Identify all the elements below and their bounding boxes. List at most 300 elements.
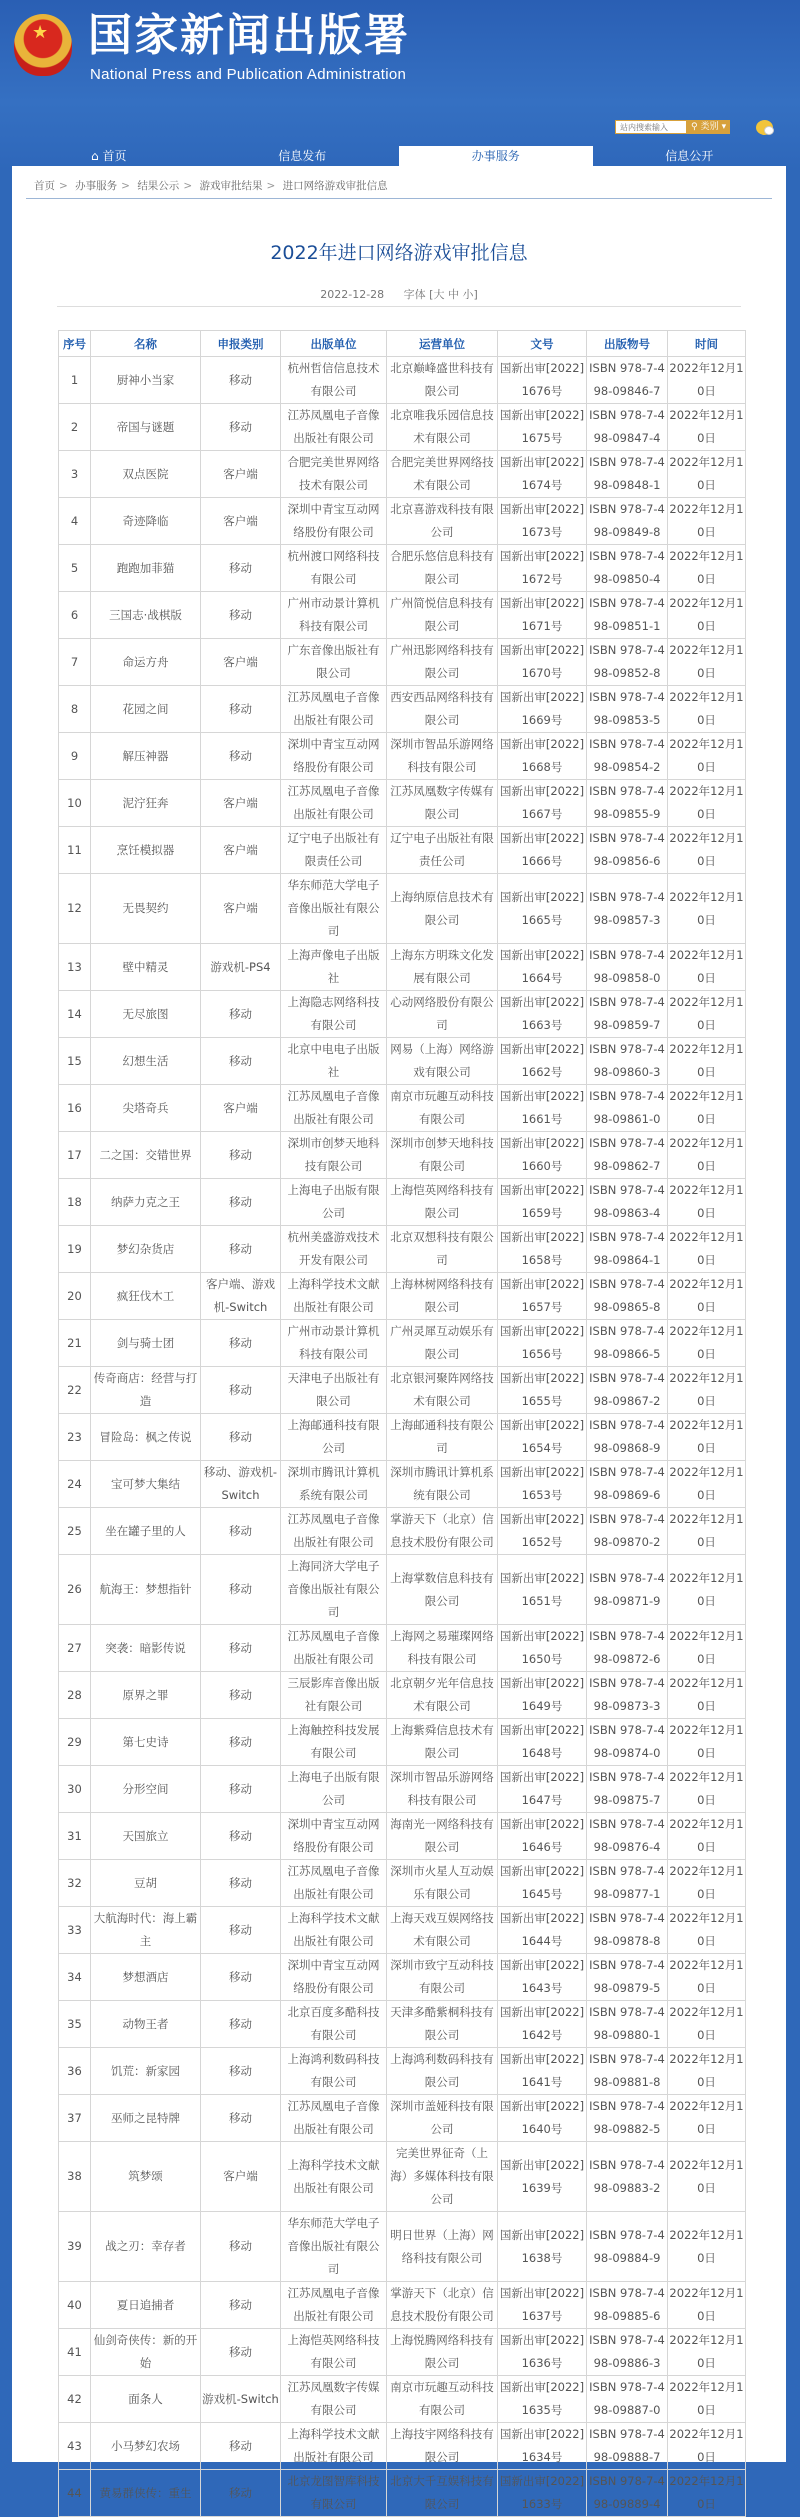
col-operator-cell: 深圳市智品乐游网络科技有限公司 xyxy=(387,1766,498,1813)
table-row xyxy=(59,1954,746,2001)
search-input[interactable] xyxy=(615,120,687,134)
col-publisher-cell: 杭州哲信信息技术有限公司 xyxy=(281,357,387,404)
col-operator-cell: 辽宁电子出版社有限责任公司 xyxy=(387,827,498,874)
col-isbn-cell: ISBN 978-7-498-09861-0 xyxy=(587,1085,668,1132)
col-approval-no-cell: 国新出审[2022]1653号 xyxy=(498,1461,587,1508)
col-index-cell: 15 xyxy=(59,1038,91,1085)
col-approval-no-cell: 国新出审[2022]1650号 xyxy=(498,1625,587,1672)
col-operator-cell: 江苏凤凰数字传媒有限公司 xyxy=(387,780,498,827)
table-row xyxy=(59,1038,746,1085)
col-date-cell: 2022年12月10日 xyxy=(668,545,746,592)
col-operator-cell: 北京朝夕光年信息技术有限公司 xyxy=(387,1672,498,1719)
table-row xyxy=(59,1907,746,1954)
col-index-cell: 30 xyxy=(59,1766,91,1813)
col-name-cell: 疯狂伐木工 xyxy=(91,1273,201,1320)
col-category-cell: 移动 xyxy=(201,1860,281,1907)
col-category-cell: 移动 xyxy=(201,404,281,451)
col-index-cell: 6 xyxy=(59,592,91,639)
col-approval-no-cell: 国新出审[2022]1657号 xyxy=(498,1273,587,1320)
wechat-icon[interactable] xyxy=(756,120,773,135)
content-panel xyxy=(12,166,786,2511)
col-approval-no-cell: 国新出审[2022]1674号 xyxy=(498,451,587,498)
col-publisher-cell: 上海鸿利数码科技有限公司 xyxy=(281,2048,387,2095)
publish-date: 2022-12-28 xyxy=(320,288,385,301)
col-date-cell: 2022年12月10日 xyxy=(668,357,746,404)
col-name-cell: 无尽旅图 xyxy=(91,991,201,1038)
col-operator-cell: 北京双想科技有限公司 xyxy=(387,1226,498,1273)
col-category-cell: 客户端 xyxy=(201,780,281,827)
col-category-cell: 移动 xyxy=(201,686,281,733)
table-row xyxy=(59,545,746,592)
table-row xyxy=(59,404,746,451)
col-operator-cell: 完美世界征奇（上海）多媒体科技有限公司 xyxy=(387,2142,498,2212)
col-name-cell: 分形空间 xyxy=(91,1766,201,1813)
table-row xyxy=(59,2282,746,2329)
col-approval-no-cell: 国新出审[2022]1654号 xyxy=(498,1414,587,1461)
col-operator-cell: 深圳市盖娅科技有限公司 xyxy=(387,2095,498,2142)
col-index-cell: 27 xyxy=(59,1625,91,1672)
col-index-cell: 36 xyxy=(59,2048,91,2095)
col-operator-cell: 北京唯我乐园信息技术有限公司 xyxy=(387,404,498,451)
col-isbn-cell: ISBN 978-7-498-09874-0 xyxy=(587,1719,668,1766)
col-date-cell: 2022年12月10日 xyxy=(668,1954,746,2001)
col-category-cell: 客户端 xyxy=(201,827,281,874)
col-date-cell: 2022年12月10日 xyxy=(668,1273,746,1320)
col-date-cell: 2022年12月10日 xyxy=(668,1508,746,1555)
search-button[interactable] xyxy=(687,120,730,134)
col-index-cell: 18 xyxy=(59,1179,91,1226)
col-date-cell: 2022年12月10日 xyxy=(668,1132,746,1179)
col-approval-no-cell: 国新出审[2022]1668号 xyxy=(498,733,587,780)
col-isbn-cell: ISBN 978-7-498-09875-7 xyxy=(587,1766,668,1813)
table-row xyxy=(59,2095,746,2142)
col-isbn-header: 出版物号 xyxy=(587,331,668,357)
col-category-cell: 客户端 xyxy=(201,874,281,944)
col-category-cell: 游戏机-Switch xyxy=(201,2376,281,2423)
col-category-cell: 移动 xyxy=(201,991,281,1038)
col-approval-no-cell: 国新出审[2022]1669号 xyxy=(498,686,587,733)
chevron-down-icon: ▾ xyxy=(721,122,727,132)
nav-info-public[interactable]: 信息公开 xyxy=(665,149,714,163)
col-operator-cell: 广州灵犀互动娱乐有限公司 xyxy=(387,1320,498,1367)
col-name-cell: 黄易群侠传：重生 xyxy=(91,2470,201,2517)
col-category-cell: 移动 xyxy=(201,1414,281,1461)
col-operator-cell: 上海悦腾网络科技有限公司 xyxy=(387,2329,498,2376)
breadcrumb-current[interactable]: 进口网络游戏审批信息 xyxy=(282,180,388,192)
col-date-cell: 2022年12月10日 xyxy=(668,1766,746,1813)
nav-home-label: 首页 xyxy=(102,149,127,163)
col-approval-no-cell: 国新出审[2022]1649号 xyxy=(498,1672,587,1719)
site-search xyxy=(615,120,730,134)
table-row xyxy=(59,780,746,827)
col-index-cell: 8 xyxy=(59,686,91,733)
col-isbn-cell: ISBN 978-7-498-09853-5 xyxy=(587,686,668,733)
table-row xyxy=(59,686,746,733)
nav-info-release[interactable]: 信息发布 xyxy=(278,149,327,163)
col-index-cell: 12 xyxy=(59,874,91,944)
col-index-cell: 41 xyxy=(59,2329,91,2376)
page-title: 2022年进口网络游戏审批信息 xyxy=(270,242,528,264)
col-category-cell: 客户端、游戏机-Switch xyxy=(201,1273,281,1320)
col-publisher-cell: 深圳市腾讯计算机系统有限公司 xyxy=(281,1461,387,1508)
col-date-cell: 2022年12月10日 xyxy=(668,2376,746,2423)
table-row xyxy=(59,991,746,1038)
col-category-cell: 移动 xyxy=(201,1625,281,1672)
table-header-row xyxy=(59,331,746,357)
col-publisher-cell: 辽宁电子出版社有限责任公司 xyxy=(281,827,387,874)
col-date-cell: 2022年12月10日 xyxy=(668,1555,746,1625)
col-publisher-cell: 江苏凤凰电子音像出版社有限公司 xyxy=(281,1625,387,1672)
col-approval-no-cell: 国新出审[2022]1673号 xyxy=(498,498,587,545)
col-name-cell: 饥荒：新家园 xyxy=(91,2048,201,2095)
col-name-cell: 双点医院 xyxy=(91,451,201,498)
col-operator-cell: 南京市玩趣互动科技有限公司 xyxy=(387,2376,498,2423)
col-publisher-cell: 上海邮通科技有限公司 xyxy=(281,1414,387,1461)
table-row xyxy=(59,498,746,545)
col-approval-no-cell: 国新出审[2022]1666号 xyxy=(498,827,587,874)
table-row xyxy=(59,1367,746,1414)
main-nav xyxy=(12,146,786,166)
col-index-cell: 9 xyxy=(59,733,91,780)
col-index-cell: 7 xyxy=(59,639,91,686)
col-isbn-cell: ISBN 978-7-498-09864-1 xyxy=(587,1226,668,1273)
col-date-cell: 2022年12月10日 xyxy=(668,2470,746,2517)
col-index-cell: 3 xyxy=(59,451,91,498)
col-category-cell: 移动 xyxy=(201,2001,281,2048)
col-date-cell: 2022年12月10日 xyxy=(668,2423,746,2470)
col-name-cell: 筑梦颂 xyxy=(91,2142,201,2212)
col-name-cell: 泥泞狂奔 xyxy=(91,780,201,827)
col-index-cell: 37 xyxy=(59,2095,91,2142)
col-index-cell: 38 xyxy=(59,2142,91,2212)
col-date-cell: 2022年12月10日 xyxy=(668,1367,746,1414)
table-row xyxy=(59,1132,746,1179)
col-index-cell: 24 xyxy=(59,1461,91,1508)
col-isbn-cell: ISBN 978-7-498-09879-5 xyxy=(587,1954,668,2001)
col-category-cell: 移动 xyxy=(201,1132,281,1179)
col-operator-cell: 上海纳原信息技术有限公司 xyxy=(387,874,498,944)
col-publisher-header: 出版单位 xyxy=(281,331,387,357)
nav-home[interactable] xyxy=(12,146,206,166)
col-category-cell: 移动 xyxy=(201,2095,281,2142)
col-isbn-cell: ISBN 978-7-498-09865-8 xyxy=(587,1273,668,1320)
col-name-cell: 命运方舟 xyxy=(91,639,201,686)
col-date-cell: 2022年12月10日 xyxy=(668,733,746,780)
col-operator-cell: 掌游天下（北京）信息技术股份有限公司 xyxy=(387,2282,498,2329)
col-name-cell: 纳萨力克之王 xyxy=(91,1179,201,1226)
table-row xyxy=(59,733,746,780)
col-approval-no-cell: 国新出审[2022]1639号 xyxy=(498,2142,587,2212)
col-publisher-cell: 华东师范大学电子音像出版社有限公司 xyxy=(281,874,387,944)
col-category-cell: 移动 xyxy=(201,2282,281,2329)
col-name-cell: 小马梦幻农场 xyxy=(91,2423,201,2470)
col-name-header: 名称 xyxy=(91,331,201,357)
col-publisher-cell: 杭州美盛游戏技术开发有限公司 xyxy=(281,1226,387,1273)
col-isbn-cell: ISBN 978-7-498-09868-9 xyxy=(587,1414,668,1461)
col-operator-cell: 深圳市致宁互动科技有限公司 xyxy=(387,1954,498,2001)
col-approval-no-cell: 国新出审[2022]1660号 xyxy=(498,1132,587,1179)
col-publisher-cell: 三辰影库音像出版社有限公司 xyxy=(281,1672,387,1719)
col-category-cell: 移动 xyxy=(201,1038,281,1085)
col-operator-cell: 上海天戏互娱网络技术有限公司 xyxy=(387,1907,498,1954)
col-date-cell: 2022年12月10日 xyxy=(668,1226,746,1273)
col-approval-no-cell: 国新出审[2022]1659号 xyxy=(498,1179,587,1226)
col-publisher-cell: 广州市动景计算机科技有限公司 xyxy=(281,1320,387,1367)
col-operator-cell: 北京喜游戏科技有限公司 xyxy=(387,498,498,545)
col-date-cell: 2022年12月10日 xyxy=(668,1813,746,1860)
col-index-cell: 32 xyxy=(59,1860,91,1907)
site-banner xyxy=(0,0,800,170)
col-date-cell: 2022年12月10日 xyxy=(668,1672,746,1719)
col-operator-cell: 合肥乐悠信息科技有限公司 xyxy=(387,545,498,592)
col-isbn-cell: ISBN 978-7-498-09866-5 xyxy=(587,1320,668,1367)
col-approval-no-cell: 国新出审[2022]1646号 xyxy=(498,1813,587,1860)
col-isbn-cell: ISBN 978-7-498-09882-5 xyxy=(587,2095,668,2142)
col-approval-no-cell: 国新出审[2022]1658号 xyxy=(498,1226,587,1273)
col-isbn-cell: ISBN 978-7-498-09860-3 xyxy=(587,1038,668,1085)
col-category-cell: 移动 xyxy=(201,545,281,592)
col-name-cell: 面条人 xyxy=(91,2376,201,2423)
col-isbn-cell: ISBN 978-7-498-09878-8 xyxy=(587,1907,668,1954)
col-isbn-cell: ISBN 978-7-498-09850-4 xyxy=(587,545,668,592)
col-date-cell: 2022年12月10日 xyxy=(668,592,746,639)
table-row xyxy=(59,1226,746,1273)
col-category-cell: 移动、游戏机-Switch xyxy=(201,1461,281,1508)
col-approval-no-cell: 国新出审[2022]1648号 xyxy=(498,1719,587,1766)
table-row xyxy=(59,874,746,944)
col-index-cell: 43 xyxy=(59,2423,91,2470)
col-category-cell: 客户端 xyxy=(201,498,281,545)
breadcrumb: 首页 > 办事服务 > 结果公示 > 游戏审批结果 > 进口网络游戏审批信息 xyxy=(34,180,388,192)
table-row xyxy=(59,1625,746,1672)
col-approval-no-cell: 国新出审[2022]1655号 xyxy=(498,1367,587,1414)
col-index-cell: 44 xyxy=(59,2470,91,2517)
col-publisher-cell: 上海电子出版有限公司 xyxy=(281,1766,387,1813)
nav-services[interactable]: 办事服务 xyxy=(399,146,593,166)
col-name-cell: 烹饪模拟器 xyxy=(91,827,201,874)
col-date-cell: 2022年12月10日 xyxy=(668,1625,746,1672)
col-category-cell: 移动 xyxy=(201,2423,281,2470)
col-approval-no-cell: 国新出审[2022]1661号 xyxy=(498,1085,587,1132)
col-operator-cell: 上海网之易璀璨网络科技有限公司 xyxy=(387,1625,498,1672)
col-category-cell: 客户端 xyxy=(201,451,281,498)
col-isbn-cell: ISBN 978-7-498-09873-3 xyxy=(587,1672,668,1719)
col-isbn-cell: ISBN 978-7-498-09852-8 xyxy=(587,639,668,686)
col-operator-cell: 天津多酷紫桐科技有限公司 xyxy=(387,2001,498,2048)
col-approval-no-cell: 国新出审[2022]1640号 xyxy=(498,2095,587,2142)
col-isbn-cell: ISBN 978-7-498-09887-0 xyxy=(587,2376,668,2423)
col-publisher-cell: 深圳市创梦天地科技有限公司 xyxy=(281,1132,387,1179)
col-isbn-cell: ISBN 978-7-498-09857-3 xyxy=(587,874,668,944)
col-operator-cell: 广州简悦信息科技有限公司 xyxy=(387,592,498,639)
col-operator-cell: 明日世界（上海）网络科技有限公司 xyxy=(387,2212,498,2282)
col-isbn-cell: ISBN 978-7-498-09858-0 xyxy=(587,944,668,991)
breadcrumb-services[interactable]: 办事服务 xyxy=(75,180,118,192)
col-isbn-cell: ISBN 978-7-498-09849-8 xyxy=(587,498,668,545)
col-date-cell: 2022年12月10日 xyxy=(668,1085,746,1132)
col-isbn-cell: ISBN 978-7-498-09848-1 xyxy=(587,451,668,498)
col-publisher-cell: 上海科学技术文献出版社有限公司 xyxy=(281,1273,387,1320)
col-operator-cell: 心动网络股份有限公司 xyxy=(387,991,498,1038)
col-name-cell: 大航海时代：海上霸主 xyxy=(91,1907,201,1954)
col-approval-no-cell: 国新出审[2022]1664号 xyxy=(498,944,587,991)
col-date-cell: 2022年12月10日 xyxy=(668,1719,746,1766)
col-date-cell: 2022年12月10日 xyxy=(668,451,746,498)
col-index-cell: 13 xyxy=(59,944,91,991)
table-row xyxy=(59,2048,746,2095)
col-index-cell: 35 xyxy=(59,2001,91,2048)
col-date-cell: 2022年12月10日 xyxy=(668,2095,746,2142)
col-date-cell: 2022年12月10日 xyxy=(668,827,746,874)
col-operator-cell: 南京市玩趣互动科技有限公司 xyxy=(387,1085,498,1132)
col-name-cell: 天国旅立 xyxy=(91,1813,201,1860)
col-publisher-cell: 深圳中青宝互动网络股份有限公司 xyxy=(281,733,387,780)
col-publisher-cell: 广东音像出版社有限公司 xyxy=(281,639,387,686)
col-publisher-cell: 江苏凤凰电子音像出版社有限公司 xyxy=(281,780,387,827)
col-approval-no-cell: 国新出审[2022]1652号 xyxy=(498,1508,587,1555)
col-name-cell: 夏日追捕者 xyxy=(91,2282,201,2329)
col-approval-no-cell: 国新出审[2022]1635号 xyxy=(498,2376,587,2423)
table-row xyxy=(59,451,746,498)
col-index-cell: 10 xyxy=(59,780,91,827)
col-isbn-cell: ISBN 978-7-498-09885-6 xyxy=(587,2282,668,2329)
col-isbn-cell: ISBN 978-7-498-09880-1 xyxy=(587,2001,668,2048)
col-name-cell: 航海王：梦想指针 xyxy=(91,1555,201,1625)
col-approval-no-cell: 国新出审[2022]1676号 xyxy=(498,357,587,404)
col-category-cell: 移动 xyxy=(201,2212,281,2282)
col-name-cell: 仙剑奇侠传：新的开始 xyxy=(91,2329,201,2376)
col-approval-no-cell: 国新出审[2022]1641号 xyxy=(498,2048,587,2095)
col-index-cell: 11 xyxy=(59,827,91,874)
table-row xyxy=(59,2470,746,2517)
category-dropdown[interactable]: 类别 xyxy=(700,122,719,132)
col-name-cell: 二之国：交错世界 xyxy=(91,1132,201,1179)
font-size-selector[interactable]: 字体 [大 中 小] xyxy=(403,288,478,301)
col-index-cell: 26 xyxy=(59,1555,91,1625)
breadcrumb-home[interactable]: 首页 xyxy=(34,180,55,192)
col-publisher-cell: 江苏凤凰电子音像出版社有限公司 xyxy=(281,1085,387,1132)
col-isbn-cell: ISBN 978-7-498-09863-4 xyxy=(587,1179,668,1226)
col-operator-cell: 上海掌数信息科技有限公司 xyxy=(387,1555,498,1625)
col-date-cell: 2022年12月10日 xyxy=(668,874,746,944)
col-isbn-cell: ISBN 978-7-498-09877-1 xyxy=(587,1860,668,1907)
col-category-cell: 移动 xyxy=(201,1320,281,1367)
col-index-cell: 22 xyxy=(59,1367,91,1414)
col-operator-cell: 合肥完美世界网络技术有限公司 xyxy=(387,451,498,498)
col-name-cell: 剑与骑士团 xyxy=(91,1320,201,1367)
col-publisher-cell: 江苏凤凰电子音像出版社有限公司 xyxy=(281,1508,387,1555)
col-approval-no-header: 文号 xyxy=(498,331,587,357)
col-name-cell: 壁中精灵 xyxy=(91,944,201,991)
breadcrumb-game-results[interactable]: 游戏审批结果 xyxy=(199,180,263,192)
col-category-cell: 移动 xyxy=(201,1766,281,1813)
col-name-cell: 战之刃：幸存者 xyxy=(91,2212,201,2282)
col-name-cell: 奇迹降临 xyxy=(91,498,201,545)
col-approval-no-cell: 国新出审[2022]1643号 xyxy=(498,1954,587,2001)
col-approval-no-cell: 国新出审[2022]1633号 xyxy=(498,2470,587,2517)
col-operator-cell: 上海紫舜信息技术有限公司 xyxy=(387,1719,498,1766)
col-date-cell: 2022年12月10日 xyxy=(668,2001,746,2048)
star-icon: ★ xyxy=(32,22,49,43)
col-publisher-cell: 江苏凤凰电子音像出版社有限公司 xyxy=(281,2095,387,2142)
col-publisher-cell: 北京百度多酷科技有限公司 xyxy=(281,2001,387,2048)
col-operator-cell: 西安西品网络科技有限公司 xyxy=(387,686,498,733)
col-date-cell: 2022年12月10日 xyxy=(668,780,746,827)
col-index-cell: 28 xyxy=(59,1672,91,1719)
col-isbn-cell: ISBN 978-7-498-09881-8 xyxy=(587,2048,668,2095)
col-date-cell: 2022年12月10日 xyxy=(668,1414,746,1461)
table-row xyxy=(59,1179,746,1226)
col-category-cell: 移动 xyxy=(201,1555,281,1625)
table-row xyxy=(59,1766,746,1813)
col-publisher-cell: 江苏凤凰电子音像出版社有限公司 xyxy=(281,2282,387,2329)
table-row xyxy=(59,1508,746,1555)
col-approval-no-cell: 国新出审[2022]1644号 xyxy=(498,1907,587,1954)
col-name-cell: 原界之罪 xyxy=(91,1672,201,1719)
table-row xyxy=(59,827,746,874)
table-row xyxy=(59,2423,746,2470)
col-publisher-cell: 上海隐志网络科技有限公司 xyxy=(281,991,387,1038)
table-row xyxy=(59,1461,746,1508)
site-logo-title[interactable]: 国家新闻出版署 xyxy=(88,10,410,61)
table-row xyxy=(59,592,746,639)
col-category-cell: 游戏机-PS4 xyxy=(201,944,281,991)
col-publisher-cell: 深圳中青宝互动网络股份有限公司 xyxy=(281,1813,387,1860)
col-operator-cell: 深圳市火星人互动娱乐有限公司 xyxy=(387,1860,498,1907)
col-category-cell: 移动 xyxy=(201,1672,281,1719)
breadcrumb-results[interactable]: 结果公示 xyxy=(137,180,180,192)
col-category-cell: 移动 xyxy=(201,2048,281,2095)
col-category-cell: 移动 xyxy=(201,1508,281,1555)
col-isbn-cell: ISBN 978-7-498-09888-7 xyxy=(587,2423,668,2470)
col-category-cell: 客户端 xyxy=(201,1085,281,1132)
col-isbn-cell: ISBN 978-7-498-09886-3 xyxy=(587,2329,668,2376)
col-index-cell: 42 xyxy=(59,2376,91,2423)
table-row xyxy=(59,1813,746,1860)
col-operator-cell: 网易（上海）网络游戏有限公司 xyxy=(387,1038,498,1085)
col-isbn-cell: ISBN 978-7-498-09872-6 xyxy=(587,1625,668,1672)
col-category-cell: 移动 xyxy=(201,1179,281,1226)
col-approval-no-cell: 国新出审[2022]1667号 xyxy=(498,780,587,827)
table-row xyxy=(59,2329,746,2376)
divider xyxy=(57,306,741,307)
col-isbn-cell: ISBN 978-7-498-09851-1 xyxy=(587,592,668,639)
col-name-cell: 尖塔奇兵 xyxy=(91,1085,201,1132)
col-name-cell: 宝可梦大集结 xyxy=(91,1461,201,1508)
table-row xyxy=(59,1672,746,1719)
col-date-cell: 2022年12月10日 xyxy=(668,2329,746,2376)
table-row xyxy=(59,639,746,686)
col-isbn-cell: ISBN 978-7-498-09869-6 xyxy=(587,1461,668,1508)
table-row xyxy=(59,1085,746,1132)
col-name-cell: 冒险岛：枫之传说 xyxy=(91,1414,201,1461)
col-approval-no-cell: 国新出审[2022]1636号 xyxy=(498,2329,587,2376)
col-index-cell: 33 xyxy=(59,1907,91,1954)
col-name-cell: 无畏契约 xyxy=(91,874,201,944)
table-row xyxy=(59,2376,746,2423)
col-operator-cell: 海南光一网络科技有限公司 xyxy=(387,1813,498,1860)
col-operator-cell: 北京巅峰盛世科技有限公司 xyxy=(387,357,498,404)
col-publisher-cell: 上海电子出版有限公司 xyxy=(281,1179,387,1226)
table-row xyxy=(59,2001,746,2048)
col-publisher-cell: 广州市动景计算机科技有限公司 xyxy=(281,592,387,639)
col-publisher-cell: 华东师范大学电子音像出版社有限公司 xyxy=(281,2212,387,2282)
col-category-header: 申报类别 xyxy=(201,331,281,357)
col-isbn-cell: ISBN 978-7-498-09889-4 xyxy=(587,2470,668,2517)
col-publisher-cell: 江苏凤凰电子音像出版社有限公司 xyxy=(281,404,387,451)
col-approval-no-cell: 国新出审[2022]1656号 xyxy=(498,1320,587,1367)
col-publisher-cell: 上海同济大学电子音像出版社有限公司 xyxy=(281,1555,387,1625)
